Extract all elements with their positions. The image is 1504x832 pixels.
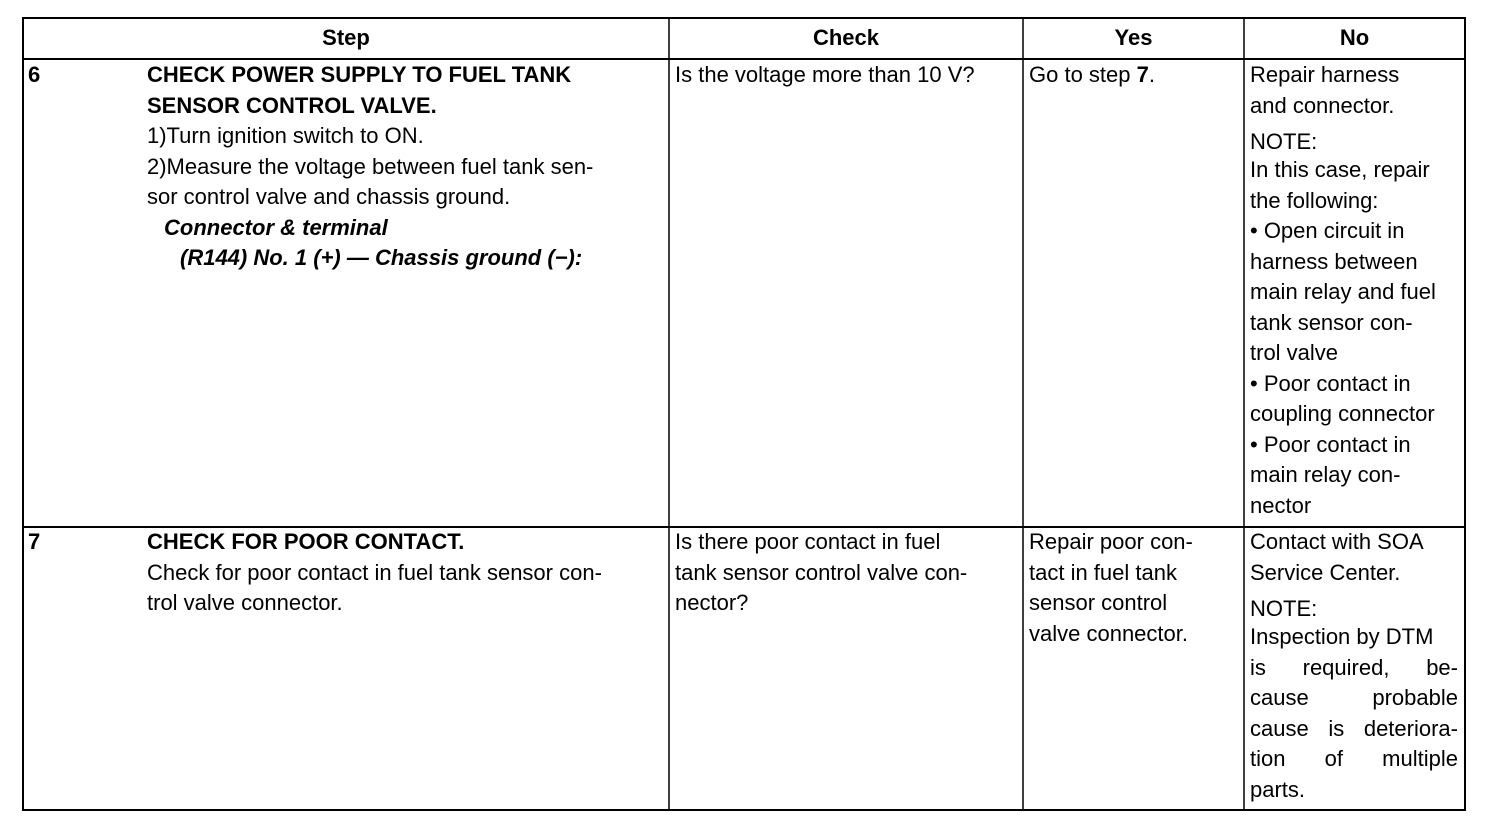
yes-text: sensor control	[1029, 590, 1168, 615]
note-text: harness between	[1250, 248, 1418, 274]
step-title: CHECK POWER SUPPLY TO FUEL TANK	[147, 62, 572, 87]
no-text: Repair harness	[1250, 62, 1400, 87]
note-text: main relay con-	[1250, 462, 1401, 487]
check-text: tank sensor control valve con-	[675, 559, 968, 585]
no-action	[1250, 527, 1458, 805]
step-number: 6	[28, 62, 41, 87]
check-text: Is the voltage more than 10 V?	[675, 62, 975, 87]
check-text: Is there poor contact in fuel	[675, 529, 941, 554]
step-title: SENSOR CONTROL VALVE.	[147, 92, 437, 118]
header-yes: Yes	[1114, 25, 1153, 50]
connector-terminal: (R144) No. 1 (+) — Chassis ground (−):	[180, 245, 583, 270]
step-instruction: Check for poor contact in fuel tank sensor con-	[147, 559, 602, 585]
yes-action	[1029, 527, 1241, 649]
step-instruction: 2)Measure the voltage between fuel tank sen-	[147, 153, 594, 179]
note-text: nector	[1250, 492, 1312, 518]
yes-text-suffix: .	[1148, 62, 1155, 87]
note-text: the following:	[1250, 187, 1379, 213]
yes-text: valve connector.	[1029, 620, 1188, 646]
check-question	[675, 527, 1021, 619]
note-text: parts.	[1250, 776, 1306, 802]
note-bullet: • Poor contact in	[1250, 370, 1411, 396]
note-text: cause probable	[1250, 685, 1458, 710]
header-check: Check	[812, 25, 880, 50]
yes-action	[1029, 60, 1241, 91]
step-description	[147, 527, 665, 619]
note-text: cause is deteriora-	[1250, 715, 1458, 741]
yes-text: tact in fuel tank	[1029, 559, 1177, 585]
no-text: Service Center.	[1250, 559, 1401, 585]
step-number: 7	[28, 529, 41, 554]
note-bullet: • Poor contact in	[1250, 431, 1411, 457]
step-description	[147, 60, 662, 274]
note-label: NOTE:	[1250, 129, 1318, 154]
note-text: In this case, repair	[1250, 157, 1430, 182]
header-no: No	[1339, 25, 1370, 50]
check-text: nector?	[675, 590, 749, 615]
note-text: tank sensor con-	[1250, 309, 1413, 335]
yes-text: Repair poor con-	[1029, 529, 1193, 554]
note-text: trol valve	[1250, 340, 1339, 365]
step-instruction: trol valve connector.	[147, 590, 343, 615]
yes-step-link: 7	[1136, 62, 1149, 87]
connector-label: Connector & terminal	[164, 214, 388, 240]
header-step: Step	[322, 25, 370, 50]
check-question	[675, 60, 1021, 91]
note-text: is required, be-	[1250, 654, 1458, 680]
note-text: main relay and fuel	[1250, 279, 1436, 304]
step-title: CHECK FOR POOR CONTACT.	[147, 529, 465, 554]
yes-text-prefix: Go to step	[1029, 62, 1137, 87]
note-text: Inspection by DTM	[1250, 624, 1434, 649]
yes-text	[1029, 60, 1241, 91]
note-text: coupling connector	[1250, 401, 1435, 426]
note-label: NOTE:	[1250, 596, 1318, 621]
note-bullet: • Open circuit in	[1250, 218, 1405, 243]
note-text: tion of multiple	[1250, 746, 1458, 771]
no-text: Contact with SOA	[1250, 529, 1424, 554]
no-text: and connector.	[1250, 92, 1395, 118]
step-instruction: sor control valve and chassis ground.	[147, 184, 511, 209]
step-instruction: 1)Turn ignition switch to ON.	[147, 123, 424, 148]
no-action	[1250, 60, 1460, 521]
